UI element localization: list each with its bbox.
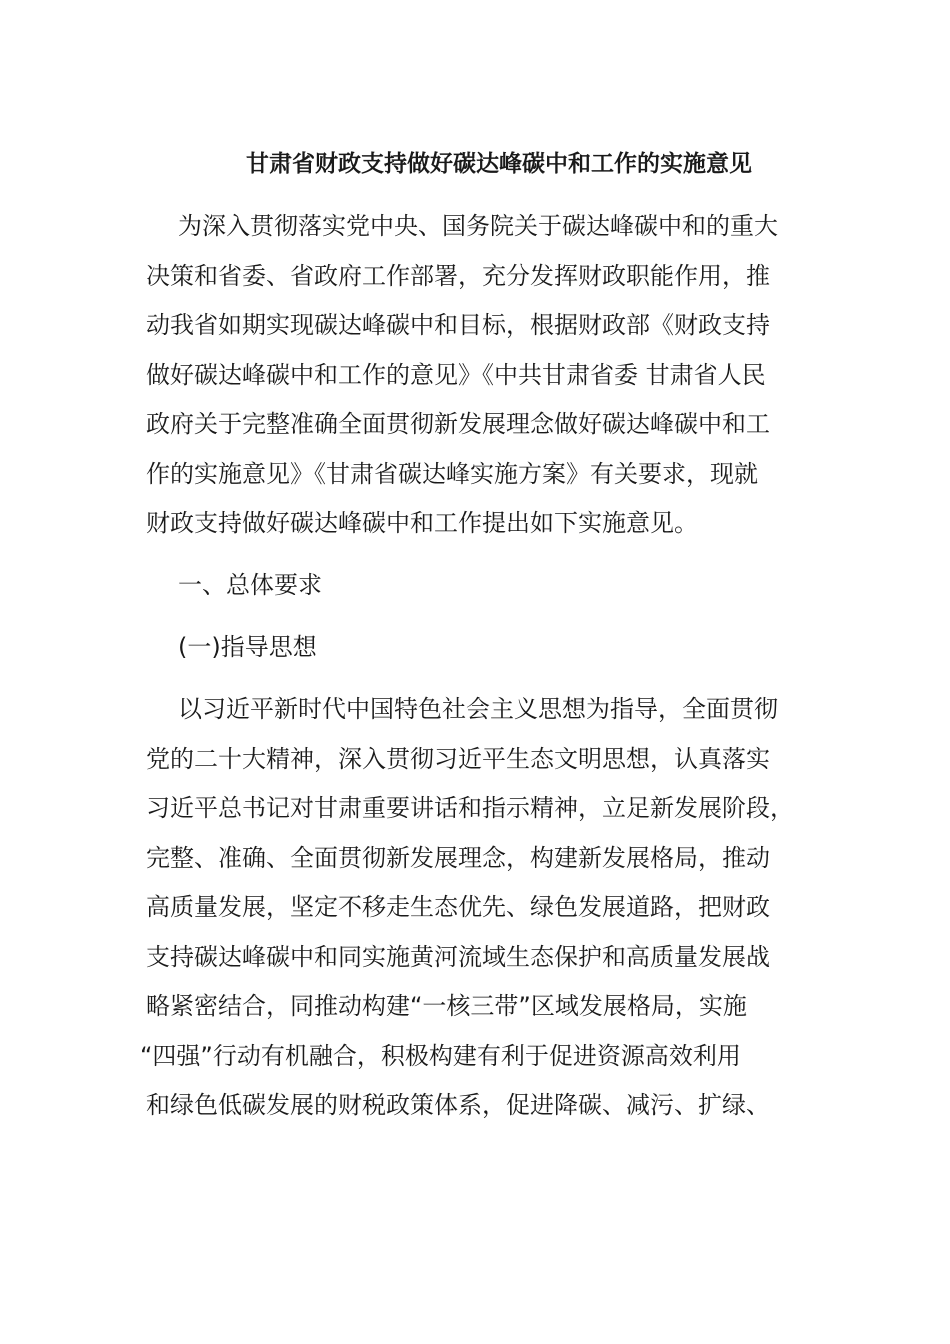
intro-line-6: 作的实施意见》《甘肃省碳达峰实施方案》有关要求，现就 <box>146 460 758 488</box>
subsection-heading: (一)指导思想 <box>178 633 317 661</box>
body-line-3: 习近平总书记对甘肃重要讲话和指示精神，立足新发展阶段， <box>146 794 794 822</box>
body-line-5: 高质量发展，坚定不移走生态优先、绿色发展道路，把财政 <box>146 893 770 921</box>
intro-line-4: 做好碳达峰碳中和工作的意见》《中共甘肃省委 甘肃省人民 <box>146 361 766 389</box>
body-line-4: 完整、准确、全面贯彻新发展理念，构建新发展格局，推动 <box>146 844 770 872</box>
intro-line-2: 决策和省委、省政府工作部署，充分发挥财政职能作用，推 <box>146 262 770 290</box>
section-heading: 一、总体要求 <box>178 571 322 599</box>
intro-line-1: 为深入贯彻落实党中央、国务院关于碳达峰碳中和的重大 <box>178 212 778 240</box>
intro-line-7: 财政支持做好碳达峰碳中和工作提出如下实施意见。 <box>146 509 698 537</box>
document-title: 甘肃省财政支持做好碳达峰碳中和工作的实施意见 <box>246 151 752 177</box>
body-line-2: 党的二十大精神，深入贯彻习近平生态文明思想，认真落实 <box>146 745 770 773</box>
body-line-6: 支持碳达峰碳中和同实施黄河流域生态保护和高质量发展战 <box>146 943 770 971</box>
body-line-8: “四强”行动有机融合，积极构建有利于促进资源高效利用 <box>140 1042 741 1070</box>
body-line-1: 以习近平新时代中国特色社会主义思想为指导，全面贯彻 <box>178 695 778 723</box>
body-line-7: 略紧密结合，同推动构建“一核三带”区域发展格局，实施 <box>146 992 747 1020</box>
body-line-9: 和绿色低碳发展的财税政策体系，促进降碳、减污、扩绿、 <box>146 1091 770 1119</box>
intro-line-3: 动我省如期实现碳达峰碳中和目标，根据财政部《财政支持 <box>146 311 770 339</box>
intro-line-5: 政府关于完整准确全面贯彻新发展理念做好碳达峰碳中和工 <box>146 410 770 438</box>
